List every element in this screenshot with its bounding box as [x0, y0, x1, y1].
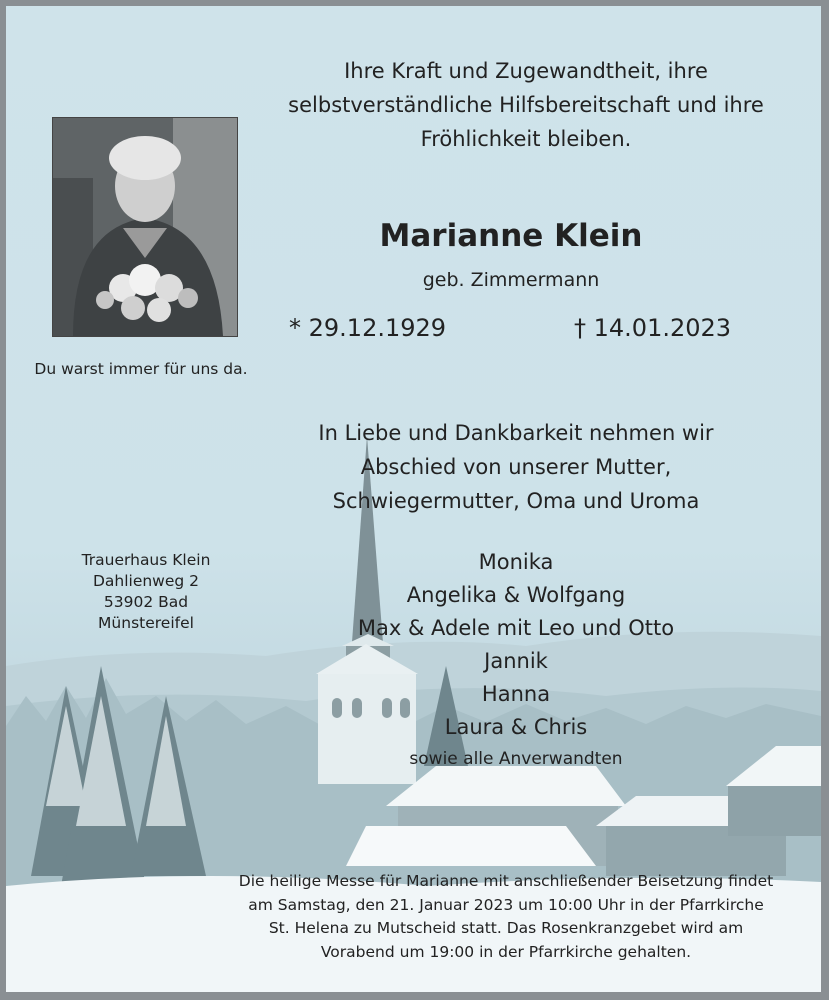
family-member: Hanna — [481, 682, 551, 706]
service-line: Die heilige Messe für Marianne mit anschließender Beisetzung findet — [238, 872, 774, 890]
birth-date: * 29.12.1929 — [289, 314, 447, 342]
service-information — [206, 870, 806, 964]
address-line: Trauerhaus Klein — [81, 551, 211, 569]
death-date: † 14.01.2023 — [574, 314, 732, 342]
quote-line: Ihre Kraft und Zugewandtheit, ihre — [344, 59, 708, 83]
family-member: Jannik — [484, 649, 548, 673]
farewell-line: Abschied von unserer Mutter, — [360, 455, 672, 479]
family-member: Laura & Chris — [444, 715, 588, 739]
family-member: Max & Adele mit Leo und Otto — [357, 616, 675, 640]
farewell-text — [256, 416, 776, 518]
address-line: Dahlienweg 2 — [92, 572, 200, 590]
maiden-name: geb. Zimmermann — [422, 269, 600, 291]
deceased-name: Marianne Klein — [379, 218, 643, 254]
relatives-line: sowie alle Anverwandten — [409, 749, 623, 769]
family-member: Monika — [478, 550, 554, 574]
portrait-illustration — [53, 118, 237, 336]
quote-line: selbstverständliche Hilfsbereitschaft und ihre — [288, 93, 764, 117]
photo-caption: Du warst immer für uns da. — [34, 360, 248, 378]
family-members — [306, 546, 726, 774]
portrait-photo — [52, 117, 238, 337]
farewell-line: In Liebe und Dankbarkeit nehmen wir — [318, 421, 714, 445]
farewell-line: Schwiegermutter, Oma und Uroma — [332, 489, 700, 513]
service-line: am Samstag, den 21. Januar 2023 um 10:00 Uhr in der Pfarrkirche — [248, 895, 764, 914]
family-member: Angelika & Wolfgang — [406, 583, 626, 607]
quote-line: Fröhlichkeit bleiben. — [420, 127, 632, 151]
quote — [246, 54, 806, 156]
mourning-house-address — [56, 550, 236, 634]
service-line: St. Helena zu Mutscheid statt. Das Rosenkranzgebet wird am — [268, 919, 744, 937]
service-line: Vorabend um 19:00 in der Pfarrkirche gehalten. — [320, 942, 692, 961]
obituary-card — [6, 6, 821, 992]
address-line: 53902 Bad Münstereifel — [98, 593, 194, 632]
